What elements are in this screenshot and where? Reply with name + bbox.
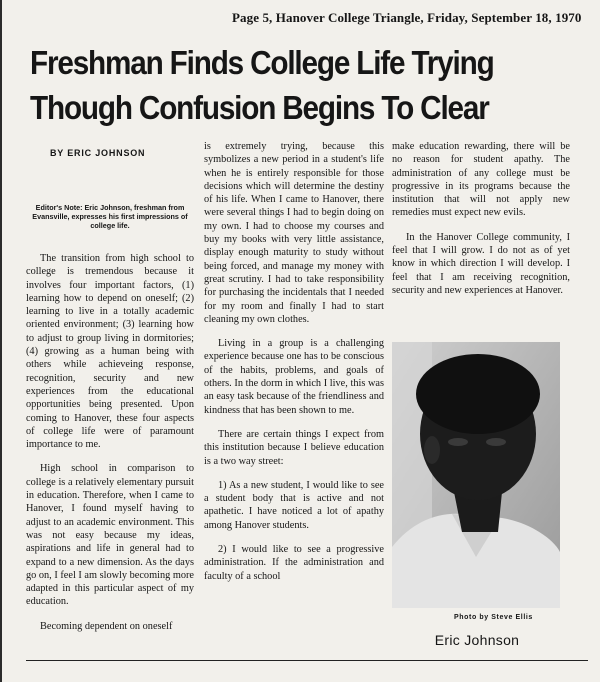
paragraph: Becoming dependent on oneself — [40, 620, 173, 632]
editor-note: Editor's Note: Eric Johnson, freshman from Evansville, expresses his first impressions of college life. — [32, 203, 188, 230]
headline — [30, 40, 534, 130]
running-head: Page 5, Hanover College Triangle, Friday, September 18, 1970 — [232, 10, 582, 25]
photo-caption: Eric Johnson — [434, 632, 520, 648]
paragraph: High school in comparison to college is a relatively elementary pursuit in education. Therefore, when I came to Hanover, I found myself having to adjust to an academic environment. This was not easy because my ideas, aspirations and life in general had to expand to a new dimension. As the days go on, I feel I am slowly becoming more adapted in this particular aspect of my education. — [26, 463, 194, 608]
paragraph: There are certain things I expect from this institution because I believe education is a two way street: — [204, 428, 384, 467]
bottom-rule — [26, 660, 588, 661]
paragraph: In the Hanover College community, I feel that I will grow. I do not as of yet know in which direction I will develop. I feel that I am receiving recognition, security and new experiences at Hanover. — [392, 231, 570, 296]
paragraph: The transition from high school to college is tremendous because it involves four important factors, (1) learning how to depend on oneself; (2) learning to live in a totally academic oriented environment; (3) learning how to adjust to group living in dormitories; (4) growing as a human being with others while achieveing response, recognition, security and new experiences from the educational opportunities being presented. Upon coming to Hanover, these four aspects of college life were of paramount importance to me. — [26, 253, 194, 451]
paragraph: is extremely trying, because this symbolizes a new period in a student's life when he is entirely responsible for those decisions which will determine the destiny of his life. When I came to Hanover, there were several things I had to begin doing on my own. I had to choose my courses and buy my books with very little assistance, display enough maturity to study without being forced, and manage my money with great scrutiny. I had to take responsibility for purchasing the incidentals that I needed for my room and finally I had to start cleaning my own clothes. — [204, 141, 384, 325]
paragraph: Living in a group is a challenging experience because one has to be conscious of the habits, problems, and goals of others. In the dorm in which I live, this was an easy task because of the friendliness and kindness that has been shown to me. — [204, 338, 384, 416]
article-column-2 — [204, 140, 384, 594]
headline-line-1: Freshman Finds College Life Trying — [30, 44, 494, 81]
photo-credit: Photo by Steve Ellis — [454, 614, 533, 621]
paragraph: make education rewarding, there will be no reason for student apathy. The administration of any college must be progressive in its programs because the institution that will not apply new remedies must expect new evils. — [392, 141, 570, 219]
headline-line-2: Though Confusion Begins To Clear — [30, 89, 489, 126]
article-column-3 — [392, 140, 570, 308]
byline: BY ERIC JOHNSON — [50, 148, 146, 158]
portrait-photo — [392, 342, 560, 608]
article-column-1 — [26, 252, 194, 644]
portrait-image — [392, 342, 560, 608]
paragraph: 1) As a new student, I would like to see a student body that is active and not apathetic. I have noticed a lot of apathy among Hanover students. — [204, 479, 384, 531]
paragraph: 2) I would like to see a progressive administration. If the administration and faculty of a school — [204, 544, 384, 582]
